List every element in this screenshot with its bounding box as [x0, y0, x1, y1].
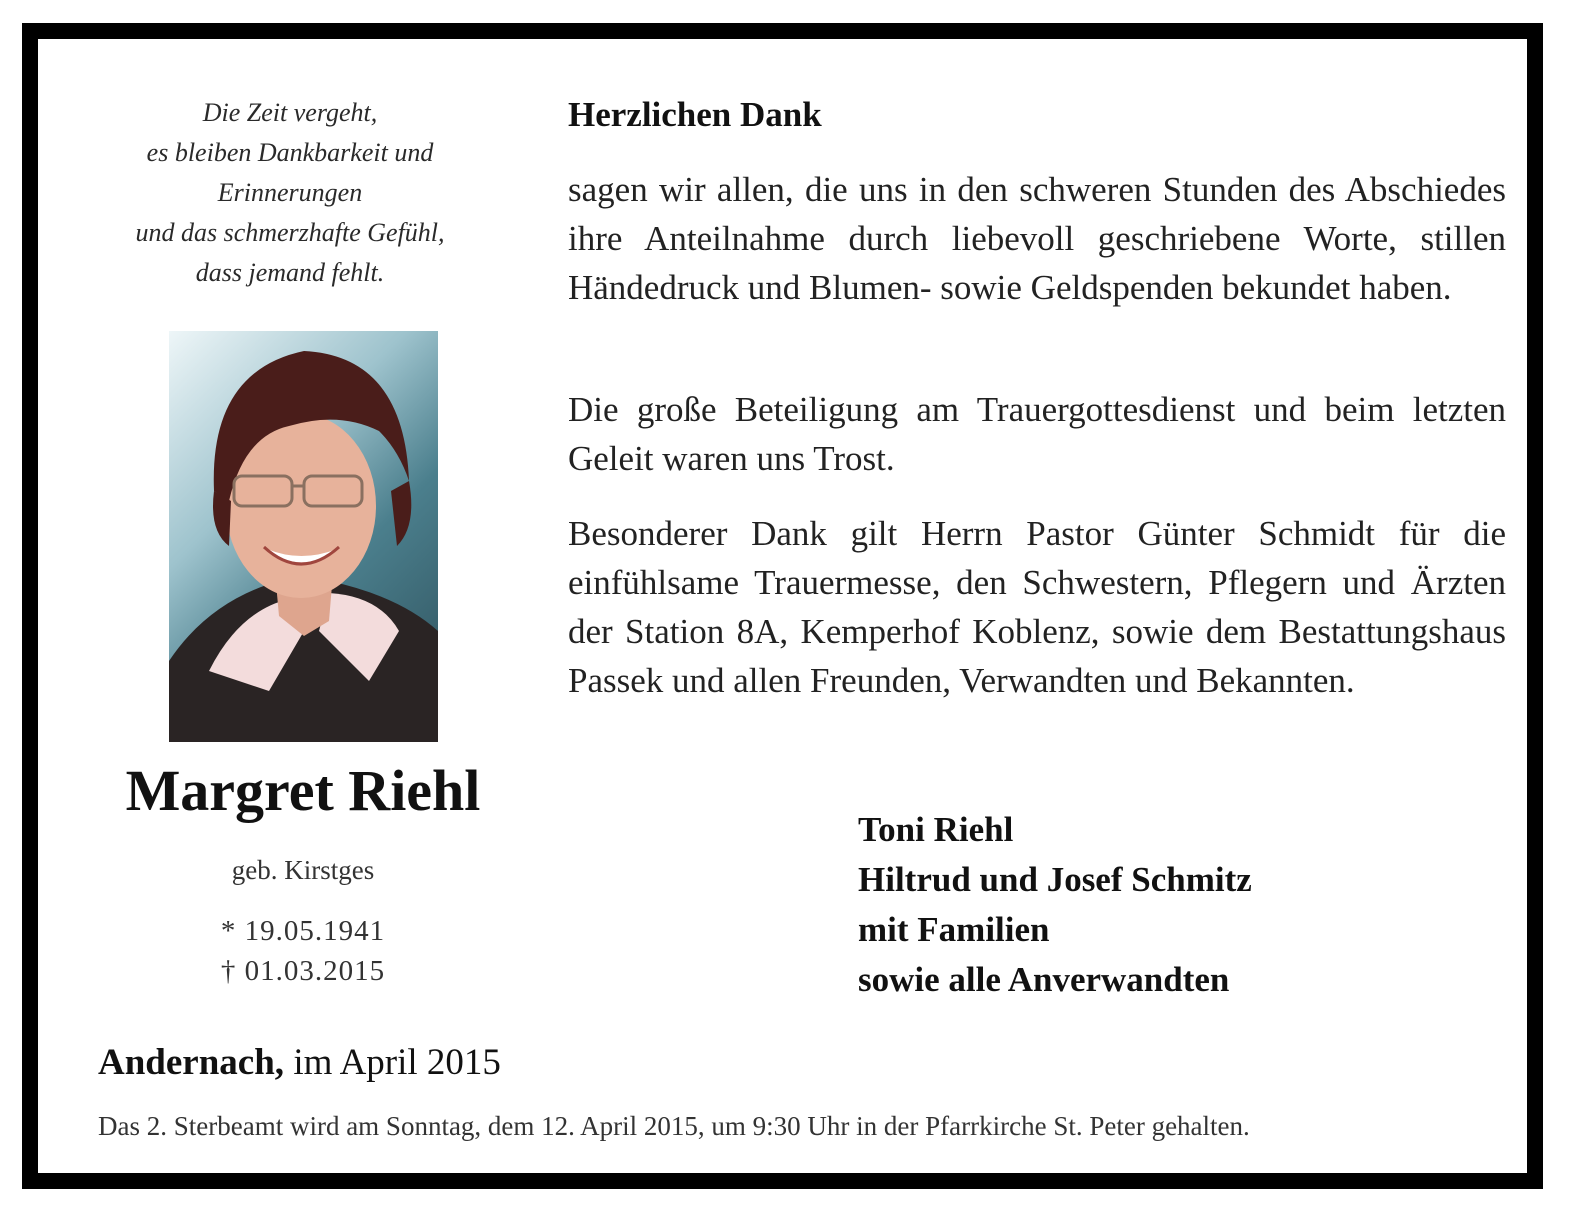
memorial-quote	[100, 93, 480, 293]
quote-line: dass jemand fehlt.	[195, 258, 385, 287]
portrait-photo	[169, 331, 438, 742]
place-date	[98, 1041, 501, 1084]
obituary-frame	[22, 23, 1543, 1189]
deceased-name: Margret Riehl	[125, 758, 481, 823]
family-signoff	[858, 805, 1252, 1005]
service-notice: Das 2. Sterbeamt wird am Sonntag, dem 12. April 2015, um 9:30 Uhr in der Pfarrkirche St. Peter gehalten.	[98, 1111, 1250, 1141]
place-name: Andernach,	[98, 1042, 285, 1083]
life-dates	[78, 911, 528, 991]
signoff-line: Hiltrud und Josef Schmitz	[858, 860, 1252, 899]
signoff-line: mit Familien	[858, 910, 1050, 949]
birth-name: geb. Kirstges	[231, 855, 375, 885]
quote-line: es bleiben Dankbarkeit und	[146, 138, 434, 167]
death-date: † 01.03.2015	[220, 955, 386, 987]
thanks-paragraph: Die große Beteiligung am Trauergottesdienst und beim letzten Geleit waren uns Trost.	[568, 390, 1506, 478]
quote-line: und das schmerzhafte Gefühl,	[135, 218, 445, 247]
thanks-paragraph: sagen wir allen, die uns in den schweren Stunden des Abschiedes ihre Anteilnahme durch liebevoll geschriebene Worte, stillen Händedruck und Blumen- sowie Geldspenden bekundet haben.	[568, 170, 1506, 307]
date-text: im April 2015	[293, 1042, 501, 1083]
quote-line: Erinnerungen	[217, 178, 363, 207]
thanks-paragraph: Besonderer Dank gilt Herrn Pastor Günter Schmidt für die einfühlsame Trauermesse, den Schwestern, Pflegern und Ärzten der Station 8A, Kemperhof Koblenz, sowie dem Bestattungshaus Passek und allen Freunden, Verwandten und Bekannten.	[568, 514, 1506, 700]
signoff-line: sowie alle Anverwandten	[858, 960, 1230, 999]
quote-line: Die Zeit vergeht,	[202, 98, 378, 127]
birth-date: * 19.05.1941	[220, 915, 386, 947]
signoff-line: Toni Riehl	[858, 810, 1014, 849]
thanks-heading: Herzlichen Dank	[568, 95, 822, 134]
